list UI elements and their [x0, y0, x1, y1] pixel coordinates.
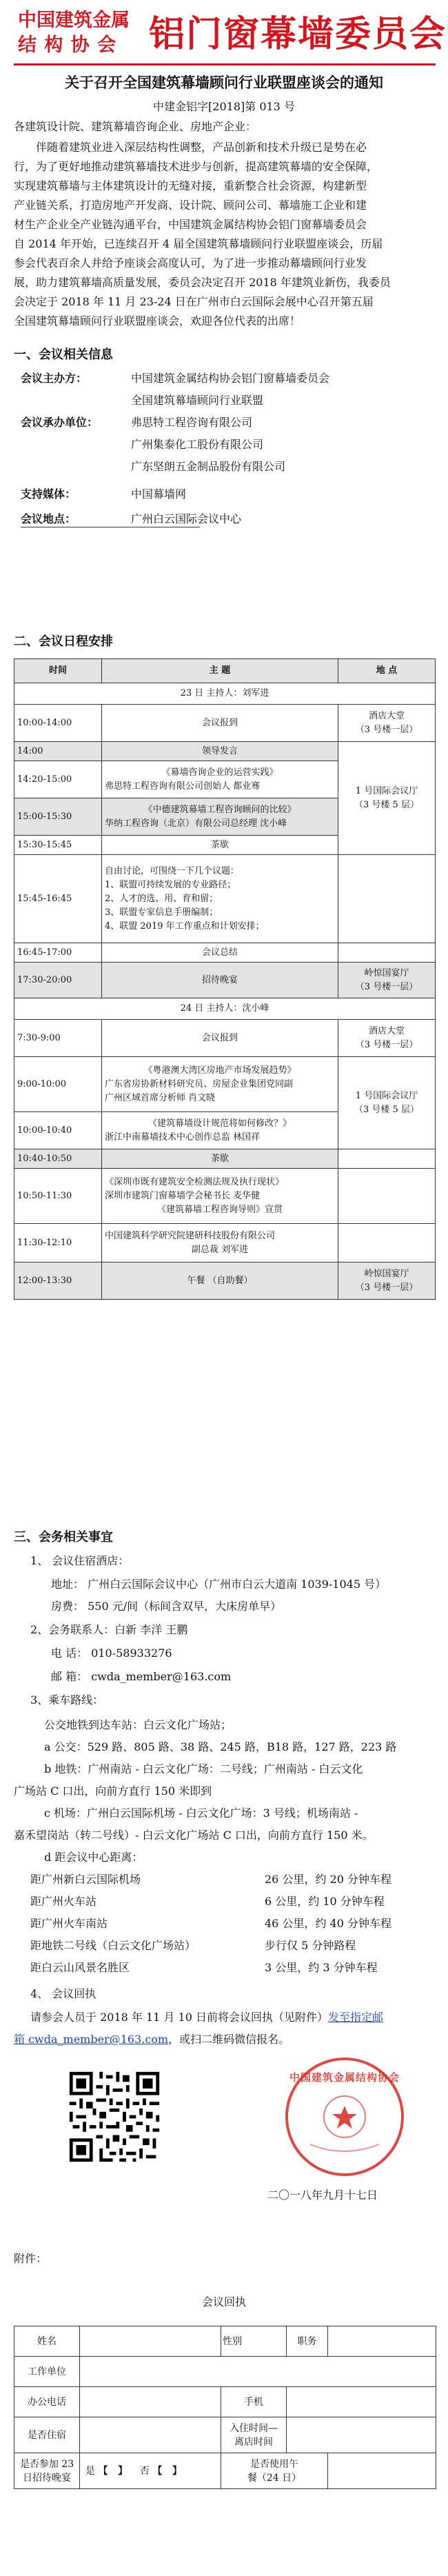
no-checkbox[interactable]: 【 】 — [152, 2465, 182, 2477]
name-label: 姓名 — [14, 2326, 80, 2357]
place-detail: （3 号楼 5 层） — [354, 1104, 419, 1115]
talk-speaker: 浙江中南幕墙技术中心创作总监 林国祥 — [105, 1131, 261, 1143]
intro-line: 全国建筑幕墙顾问行业联盟座谈会，欢迎各位代表的出席！ — [14, 314, 301, 328]
letterhead-rule — [14, 63, 436, 66]
distance-from: 距广州火车站 — [30, 1895, 97, 1908]
place-name: 岭惊国宴厅 — [364, 1268, 409, 1279]
route-line: 广场站 C 口出，向前方直行 150 米即到 — [14, 1784, 212, 1798]
row-topic: 茶歇 — [102, 836, 338, 855]
section-heading-info: 一、会议相关信息 — [14, 348, 113, 362]
intro-paragraph — [14, 138, 436, 331]
day-row — [14, 998, 436, 1020]
table-row — [14, 742, 436, 761]
lodging-label: 是否住宿 — [14, 2417, 80, 2453]
talk-title: 《建筑幕墙设计规范将如何修改？》 — [147, 1118, 292, 1129]
row-place — [338, 943, 436, 963]
route-line: d 距会议中心距离： — [44, 1851, 143, 1864]
route-line: b 地铁：广州南站 - 白云文化广场：二号线；广州南站 - 白云文化 — [44, 1762, 363, 1775]
day2-label: 24 日 主持人：沈小峰 — [14, 998, 436, 1020]
distance-value: 3 公里，约 3 分钟车程 — [265, 1961, 378, 1974]
list-item — [30, 1936, 416, 1958]
row-time: 14:00 — [14, 742, 102, 761]
talk-speaker: 广东省房协新材料研究员、房屋企业集团党同副 — [105, 1078, 294, 1089]
intro-line: 自 2014 年开始，已连续召开 4 届全国建筑幕墙顾问行业联盟座谈会，历届 — [14, 237, 383, 250]
notice-title: 关于召开全国建筑幕墙顾问行业联盟座谈会的通知 — [65, 74, 383, 91]
table-row — [14, 1224, 436, 1262]
lunch-label-line: 餐（24 日） — [247, 2472, 302, 2484]
distance-list — [30, 1870, 416, 1980]
issue-date: 二〇一八年九月十七日 — [267, 2188, 378, 2202]
talk-speaker: 华纳工程咨询（北京）有限公司总经理 沈小峰 — [105, 818, 287, 829]
hotel-address: 地址： 广州白云国际会议中心（广州市白云大道南 1039-1045 号） — [51, 1578, 387, 1591]
row-place — [338, 1149, 436, 1169]
row-time: 11:30-12:10 — [14, 1224, 102, 1262]
day-row — [14, 683, 436, 705]
no-option-label: 否 — [139, 2465, 150, 2477]
receipt-heading: 4、 会议回执 — [30, 1987, 96, 2000]
intro-line: 材生产企业全产业链沟通平台，中国建筑金属结构协会铝门窗幕墙委员会 — [14, 218, 367, 231]
row-place — [338, 1020, 436, 1057]
list-item — [30, 1958, 416, 1980]
form-row — [14, 2357, 436, 2387]
row-topic: 午餐 （自助餐） — [102, 1262, 338, 1300]
discussion-line: 2、人才的选、用、育和留； — [105, 893, 218, 904]
row-topic: 招待晚宴 — [102, 963, 338, 998]
table-row — [14, 1057, 436, 1112]
email-link[interactable]: 箱 cwda_member@163.com — [14, 2033, 169, 2046]
table-row — [14, 1020, 436, 1057]
dinner-label — [14, 2453, 80, 2489]
row-place — [338, 1057, 436, 1149]
stay-dates-label — [221, 2417, 287, 2453]
row-topic: 茶歇 — [102, 1149, 338, 1169]
discussion-line: 4、联盟 2019 年工作重点和计划安排； — [105, 920, 265, 932]
contact-email: 邮 箱： cwda_member@163.com — [51, 1670, 232, 1683]
place-detail: （3 号楼一层） — [355, 1039, 418, 1050]
intro-line: 参会代表百余人并给予座谈会高度认可，为了进一步推动幕墙顾问行业发 — [14, 256, 367, 270]
talk-speaker: 中国建筑科学研究院建研科技股份有限公司 — [105, 1230, 276, 1241]
talk-speaker: 副总裁 刘军进 — [191, 1244, 249, 1255]
place-detail: （3 号楼一层） — [355, 1282, 418, 1293]
section-heading-logistics: 三、会务相关事宜 — [14, 1530, 113, 1544]
route-line: a 公交：529 路、805 路、38 路、245 路，B18 路，127 路，223 路 — [44, 1740, 397, 1753]
office-phone-input[interactable] — [80, 2387, 221, 2417]
row-time: 14:20-15:00 — [14, 761, 102, 798]
undertaker-label: 会议承办单位： — [21, 416, 99, 429]
hotel-price: 房费： 550 元/间（标间含双早，大床房单早） — [51, 1600, 282, 1613]
lunch-input[interactable] — [328, 2453, 436, 2489]
table-row — [14, 1262, 436, 1300]
document-number: 中建金铝字[2018]第 013 号 — [153, 100, 295, 113]
row-time: 16:45-17:00 — [14, 943, 102, 963]
row-time: 12:00-13:30 — [14, 1262, 102, 1300]
receipt-instruction — [30, 2008, 383, 2027]
talk-speaker: 深圳市建筑门窗幕墙学会秘书长 麦华健 — [105, 1190, 261, 1201]
row-time: 10:00-10:40 — [14, 1112, 102, 1149]
place-name: 酒店大堂 — [368, 710, 405, 721]
organizer-label: 会议主办方： — [21, 372, 88, 385]
position-label: 职务 — [287, 2326, 328, 2357]
contact-persons: 2、会务联系人：白新 李洋 王鹏 — [30, 1623, 188, 1636]
checkout-label: 离店时间 — [234, 2436, 273, 2448]
row-time: 17:30-20:00 — [14, 963, 102, 998]
row-time: 15:30-15:45 — [14, 836, 102, 855]
receipt-text: 请参会人员于 2018 年 11 月 10 日前将会议回执（见附件） — [30, 2011, 328, 2024]
place-name: 酒店大堂 — [368, 1025, 405, 1036]
company-label: 工作单位 — [14, 2357, 80, 2387]
list-item — [30, 1892, 416, 1914]
intro-line: 伴随着建筑业进入深层结构性调整，产品创新和技术升级已是势在必 — [36, 141, 367, 154]
table-row — [14, 1169, 436, 1224]
contact-phone: 电 话： 010-58933276 — [51, 1647, 172, 1660]
lunch-label — [221, 2453, 328, 2489]
dinner-label-line: 是否参加 23 — [19, 2458, 74, 2470]
row-topic — [102, 1224, 338, 1262]
distance-value: 6 公里，约 10 分钟车程 — [265, 1895, 385, 1908]
stay-dates-input[interactable] — [287, 2417, 436, 2453]
row-topic: 领导发言 — [102, 742, 338, 761]
distance-from: 距白云山风景名胜区 — [30, 1961, 130, 1974]
discussion-line: 3、联盟专家信息手册编制； — [105, 907, 218, 918]
intro-line: 会决定于 2018 年 11 月 23-24 日在广州市白云国际会展中心召开第五届 — [14, 295, 374, 308]
talk-title: 《深圳市既有建筑安全检测法规及执行现状》 — [105, 1176, 285, 1187]
venue-value: 广州白云国际会议中心 — [131, 512, 242, 525]
qr-code-icon — [66, 2069, 163, 2165]
place-detail: （3 号楼一层） — [355, 724, 418, 735]
undertaker-value: 广东坚朗五金制品股份有限公司 — [131, 460, 286, 473]
row-topic — [102, 761, 338, 798]
receipt-form-title: 会议回执 — [201, 2295, 246, 2308]
section-heading-schedule: 二、会议日程安排 — [14, 634, 113, 649]
route-heading: 3、乘车路线： — [30, 1693, 104, 1707]
table-row — [14, 1149, 436, 1169]
place-name: 1 号国际会议厅 — [355, 785, 418, 796]
row-place — [338, 1224, 436, 1262]
talk-title: 《建筑幕墙工程咨询导则》宣贯 — [156, 1204, 283, 1215]
row-topic — [102, 1112, 338, 1149]
row-place — [338, 963, 436, 998]
place-detail: （3 号楼一层） — [355, 981, 418, 992]
distance-value: 步行仅 5 分钟路程 — [265, 1939, 356, 1952]
intro-line: 行，为了更好地推动建筑幕墙技术进步与创新，提高建筑幕墙的安全保障， — [14, 160, 378, 173]
undertaker-value: 弗思特工程咨询有限公司 — [131, 416, 253, 429]
org-name-line2: 结 构 协 会 — [18, 34, 117, 56]
col-topic-header: 主 题 — [102, 659, 338, 683]
list-item — [30, 1914, 416, 1936]
position-input[interactable] — [328, 2326, 436, 2357]
intro-line: 产业链关系，打造房地产开发商、设计院、顾问公司、幕墙施工企业和建 — [14, 199, 367, 212]
route-line: 公交地铁到达车站：白云文化广场站； — [44, 1718, 232, 1731]
intro-line: 展，助力建筑幕墙高质量发展，委员会决定召开 2018 年建筑业新伤，我委员 — [14, 276, 391, 289]
intro-line: 实现建筑幕墙与主体建筑设计的无缝对接，重新整合社会资源，构建新型 — [14, 179, 367, 192]
form-row — [14, 2326, 436, 2357]
venue-label: 会议地点： — [21, 512, 77, 525]
route-block — [14, 1714, 441, 1869]
talk-title: 《粤港澳大湾区房地产市场发展趋势》 — [143, 1065, 296, 1076]
route-line: c 机场：广州白云国际机场 - 白云文化广场：3 号线；机场南站 - — [44, 1807, 358, 1820]
committee-name: 铝门窗幕墙委员会 — [149, 14, 447, 55]
table-row — [14, 705, 436, 742]
row-time: 10:00-14:00 — [14, 705, 102, 742]
col-place-header: 地 点 — [338, 659, 436, 683]
yes-option-label: 是 — [85, 2465, 95, 2477]
row-place — [338, 1262, 436, 1300]
mobile-label: 手机 — [221, 2387, 287, 2417]
row-topic: 会议总结 — [102, 943, 338, 963]
discussion-line: 自由讨论，可围绕一下几个议题： — [105, 865, 240, 876]
schedule-header-row — [14, 659, 436, 683]
distance-value: 26 公里，约 20 分钟车程 — [265, 1873, 391, 1886]
row-place — [338, 705, 436, 742]
distance-from: 距广州新白云国际机场 — [30, 1873, 141, 1886]
official-seal — [283, 2055, 407, 2179]
greeting: 各建筑设计院、建筑幕墙咨询企业、房地产企业： — [14, 120, 257, 133]
organizer-value: 中国建筑金属结构协会铝门窗幕墙委员会 — [131, 372, 330, 385]
talk-speaker: 广州区域首席分析师 肖文晓 — [105, 1092, 216, 1103]
distance-value: 46 公里，约 40 分钟车程 — [265, 1917, 391, 1930]
row-place — [338, 742, 436, 855]
lunch-label-line: 是否使用午 — [250, 2458, 298, 2470]
row-time: 15:00-15:30 — [14, 798, 102, 836]
yes-checkbox[interactable]: 【 】 — [98, 2465, 128, 2477]
route-line: 嘉禾望岗站（转二号线）- 白云文化广场站 C 口出，向前方直行 150 米。 — [14, 1829, 374, 1842]
row-place — [338, 1169, 436, 1224]
gender-label: 性别 — [221, 2326, 287, 2357]
talk-title: 《幕墙咨询企业的运营实践》 — [161, 767, 278, 778]
row-time: 15:45-16:45 — [14, 855, 102, 943]
row-topic — [102, 798, 338, 836]
row-time: 7:30-9:00 — [14, 1020, 102, 1057]
receipt-text: ，或扫二维码微信报名。 — [168, 2033, 290, 2046]
seal-text: 中国建筑金属结构协会 — [289, 2071, 400, 2084]
place-name: 1 号国际会议厅 — [355, 1090, 418, 1101]
hotel-heading: 1、 会议住宿酒店： — [30, 1554, 130, 1567]
row-topic: 会议报到 — [102, 1020, 338, 1057]
mobile-input[interactable] — [287, 2387, 436, 2417]
distance-from: 距广州火车南站 — [30, 1917, 108, 1930]
org-name-line1: 中国建筑金属 — [18, 10, 130, 31]
receipt-link-text: 发至指定邮 — [327, 2011, 383, 2024]
day1-label: 23 日 主持人：刘军进 — [14, 683, 436, 705]
form-row — [14, 2387, 436, 2417]
table-row — [14, 963, 436, 998]
media-value: 中国幕墙网 — [131, 487, 187, 501]
discussion-line: 1、联盟可持续发展的专业路径； — [105, 879, 236, 890]
list-item — [30, 1870, 416, 1892]
wechat-qr-code — [66, 2069, 163, 2165]
lodging-input[interactable] — [80, 2417, 221, 2453]
company-input[interactable] — [80, 2357, 436, 2387]
schedule-table — [14, 658, 436, 1300]
dinner-choice[interactable] — [80, 2453, 221, 2489]
row-place — [338, 855, 436, 943]
undertaker-value: 广州集泰化工股份有限公司 — [131, 438, 264, 451]
receipt-form — [14, 2326, 436, 2489]
row-topic — [102, 1169, 338, 1224]
table-row — [14, 855, 436, 943]
row-topic: 会议报到 — [102, 705, 338, 742]
table-row — [14, 943, 436, 963]
form-row — [14, 2453, 436, 2489]
row-topic — [102, 855, 338, 943]
dinner-label-line: 日招待晚宴 — [23, 2472, 71, 2484]
talk-title: 《中德建筑幕墙工程咨询顾问的比较》 — [143, 804, 296, 815]
talk-speaker: 弗思特工程咨询有限公司创始人 都业骞 — [105, 781, 261, 792]
place-name: 岭惊国宴厅 — [364, 967, 409, 978]
col-time-header: 时间 — [14, 659, 102, 683]
row-topic — [102, 1057, 338, 1112]
attachment-label: 附件： — [14, 2252, 48, 2265]
name-input[interactable] — [80, 2326, 221, 2357]
distance-from: 距地铁二号线（白云文化广场站） — [30, 1939, 196, 1952]
row-time: 10:50-11:30 — [14, 1169, 102, 1224]
checkin-label: 入住时间— — [230, 2422, 278, 2434]
row-time: 9:00-10:00 — [14, 1057, 102, 1112]
place-detail: （3 号楼 5 层） — [354, 799, 419, 810]
office-phone-label: 办公电话 — [14, 2387, 80, 2417]
form-row — [14, 2417, 436, 2453]
organizer-value: 全国建筑幕墙顾问行业联盟 — [131, 394, 264, 407]
receipt-instruction-2 — [14, 2030, 289, 2049]
row-time: 10:40-10:50 — [14, 1149, 102, 1169]
media-label: 支持媒体： — [21, 487, 77, 501]
